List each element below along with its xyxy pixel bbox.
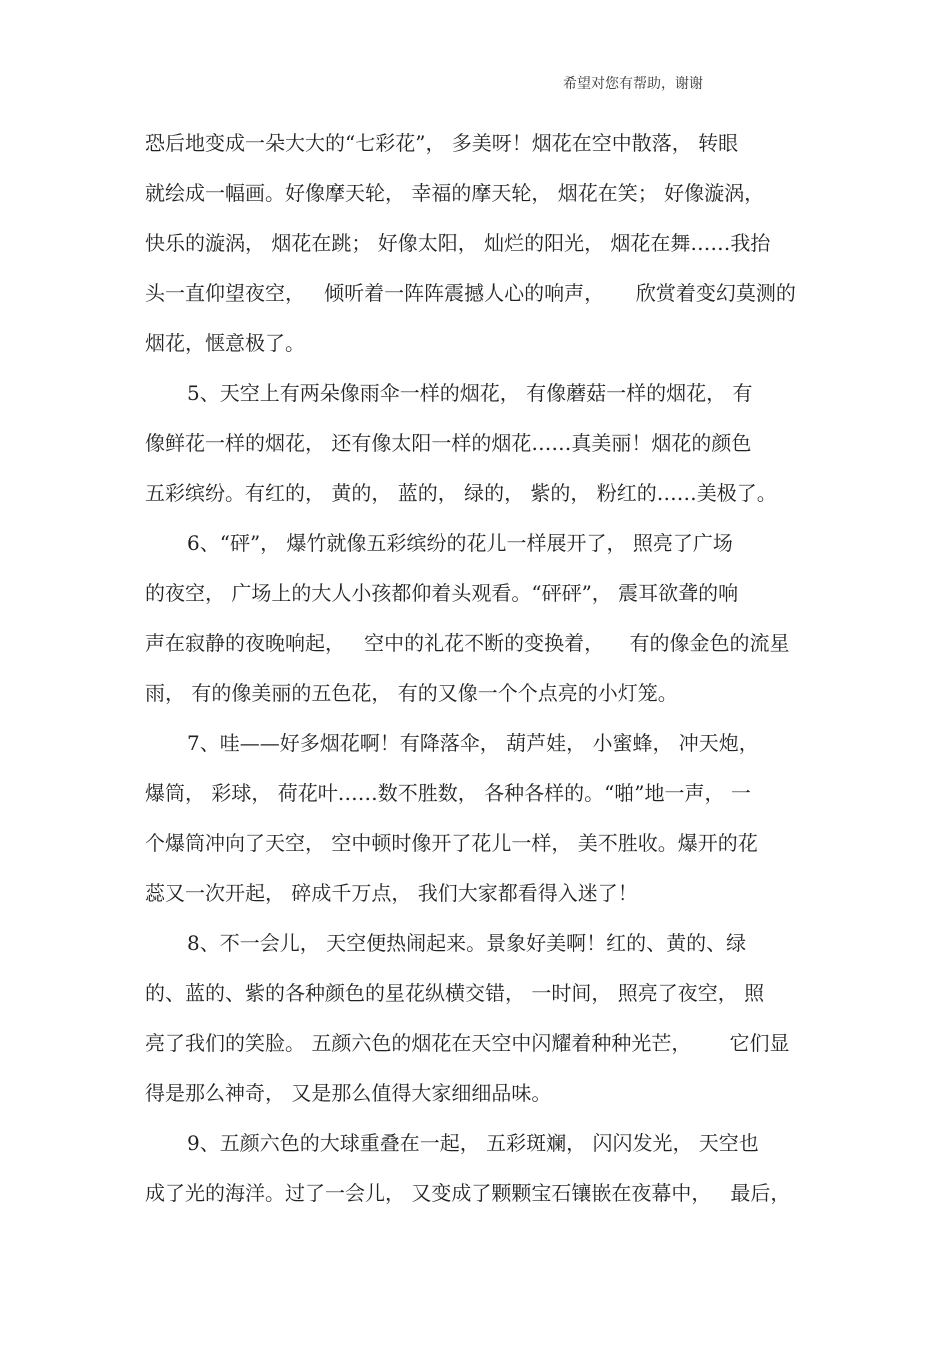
page-header: 希望对您有帮助，谢谢 xyxy=(563,76,703,92)
text-line: 五彩缤纷。有红的， 黄的， 蓝的， 绿的， 紫的， 粉红的……美极了。 xyxy=(145,481,777,505)
text-line: 快乐的漩涡， 烟花在跳； 好像太阳， 灿烂的阳光， 烟花在舞……我抬 xyxy=(145,231,771,255)
paragraph-start-line: 7、哇——好多烟花啊！有降落伞， 葫芦娃， 小蜜蜂， 冲天炮， xyxy=(187,731,759,755)
paragraph-start-line: 5、天空上有两朵像雨伞一样的烟花， 有像蘑菇一样的烟花， 有 xyxy=(187,381,753,405)
text-line: 烟花，惬意极了。 xyxy=(145,331,305,355)
text-line: 的、蓝的、紫的各种颜色的星花纵横交错， 一时间， 照亮了夜空， 照 xyxy=(145,981,765,1005)
text-line: 蕊又一次开起， 碎成千万点， 我们大家都看得入迷了！ xyxy=(145,881,638,905)
text-line: 成了光的海洋。过了一会儿， 又变成了颗颗宝石镶嵌在夜幕中， 最后， xyxy=(145,1181,791,1205)
text-line: 的夜空， 广场上的大人小孩都仰着头观看。“砰砰”， 震耳欲聋的响 xyxy=(145,581,739,605)
text-line: 头一直仰望夜空， 倾听着一阵阵震撼人心的响声， 欣赏着变幻莫测的 xyxy=(145,281,796,305)
text-line: 声在寂静的夜晚响起， 空中的礼花不断的变换着， 有的像金色的流星 xyxy=(145,631,790,655)
text-line: 像鲜花一样的烟花， 还有像太阳一样的烟花……真美丽！烟花的颜色 xyxy=(145,431,752,455)
text-line: 恐后地变成一朵大大的“七彩花”， 多美呀！烟花在空中散落， 转眼 xyxy=(145,131,739,155)
text-line: 亮了我们的笑脸。 五颜六色的烟花在天空中闪耀着种种光芒， 它们显 xyxy=(145,1031,790,1055)
text-line: 个爆筒冲向了天空， 空中顿时像开了花儿一样， 美不胜收。爆开的花 xyxy=(145,831,758,855)
paragraph-start-line: 8、不一会儿， 天空便热闹起来。景象好美啊！红的、黄的、绿 xyxy=(187,931,747,955)
text-line: 雨， 有的像美丽的五色花， 有的又像一个个点亮的小灯笼。 xyxy=(145,681,678,705)
text-line: 爆筒， 彩球， 荷花叶……数不胜数， 各种各样的。“啪”地一声， 一 xyxy=(145,781,751,805)
text-line: 得是那么神奇， 又是那么值得大家细细品味。 xyxy=(145,1081,552,1105)
text-line: 就绘成一幅画。好像摩天轮， 幸福的摩天轮， 烟花在笑； 好像漩涡， xyxy=(145,181,765,205)
paragraph-start-line: 9、五颜六色的大球重叠在一起， 五彩斑斓， 闪闪发光， 天空也 xyxy=(187,1131,759,1155)
paragraph-start-line: 6、“砰”， 爆竹就像五彩缤纷的花儿一样展开了， 照亮了广场 xyxy=(187,531,733,555)
